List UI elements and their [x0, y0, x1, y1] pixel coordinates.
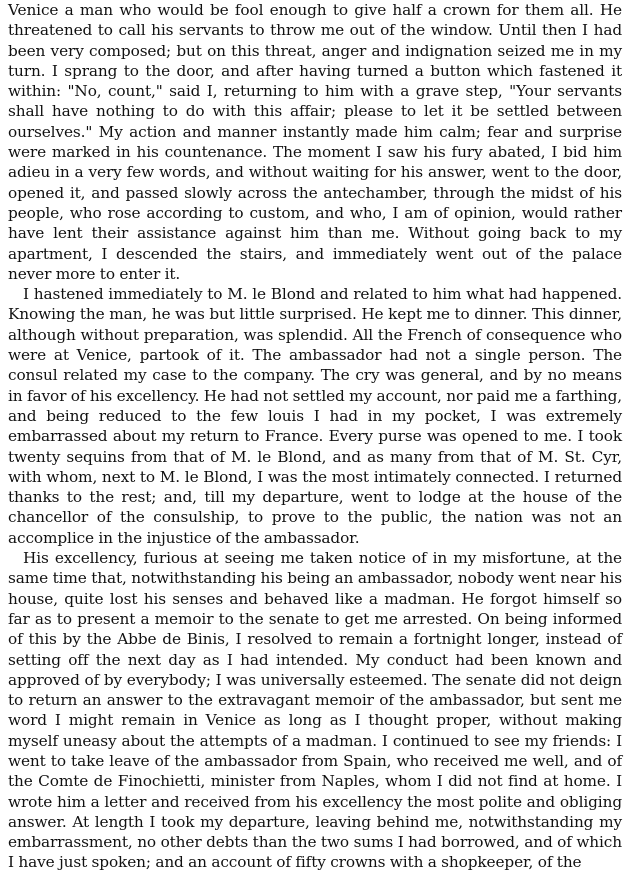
paragraph-1: Venice a man who would be fool enough to give half a crown for them all. He threatened to call his servants to throw me out of the window. Until then I had been very composed; but on this threat, anger and indignation seized me in my turn. I sprang to the door, and after having turned a button which fastened it within: "No, count," said I, returning to him with a grave step, "Your servants shall have nothing to do with this affair; please to let it be settled between ourselves." My action and manner instantly made him calm; fear and surprise were marked in his countenance. The moment I saw his fury abated, I bid him adieu in a very few words, and without waiting for his answer, went to the door, opened it, and passed slowly across the antechamber, through the midst of his people, who rose according to custom, and who, I am of opinion, would rather have lent their assistance against him than me. Without going back to my apartment, I descended the stairs, and immediately went out of the palace never more to enter it. [8, 1, 622, 283]
document-page [8, 0, 622, 873]
paragraph-2: I hastened immediately to M. le Blond and related to him what had happened. Knowing the man, he was but little surprised. He kept me to dinner. This dinner, although without preparation, was splendid. All the French of consequence who were at Venice, partook of it. The ambassador had not a single person. The consul related my case to the company. The cry was general, and by no means in favor of his excellency. He had not settled my account, nor paid me a farthing, and being reduced to the few louis I had in my pocket, I was extremely embarrassed about my return to France. Every purse was opened to me. I took twenty sequins from that of M. le Blond, and as many from that of M. St. Cyr, with whom, next to M. le Blond, I was the most intimately connected. I returned thanks to the rest; and, till my departure, went to lodge at the house of the chancellor of the consulship, to prove to the public, the nation was not an accomplice in the injustice of the ambassador. [8, 285, 622, 547]
paragraph-3: His excellency, furious at seeing me taken notice of in my misfortune, at the same time that, notwithstanding his being an ambassador, nobody went near his house, quite lost his senses and behaved like a madman. He forgot himself so far as to present a memoir to the senate to get me arrested. On being informed of this by the Abbe de Binis, I resolved to remain a fortnight longer, instead of setting off the next day as I had intended. My conduct had been known and approved of by everybody; I was universally esteemed. The senate did not deign to return an answer to the extravagant memoir of the ambassador, but sent me word I might remain in Venice as long as I thought proper, without making myself uneasy about the attempts of a madman. I continued to see my friends: I went to take leave of the ambassador from Spain, who received me well, and of the Comte de Finochietti, minister from Naples, whom I did not find at home. I wrote him a letter and received from his excellency the most polite and obliging answer. At length I took my departure, leaving behind me, notwithstanding my embarrassment, no other debts than the two sums I had borrowed, and of which I have just spoken; and an account of fifty crowns with a shopkeeper, of the [8, 549, 622, 872]
